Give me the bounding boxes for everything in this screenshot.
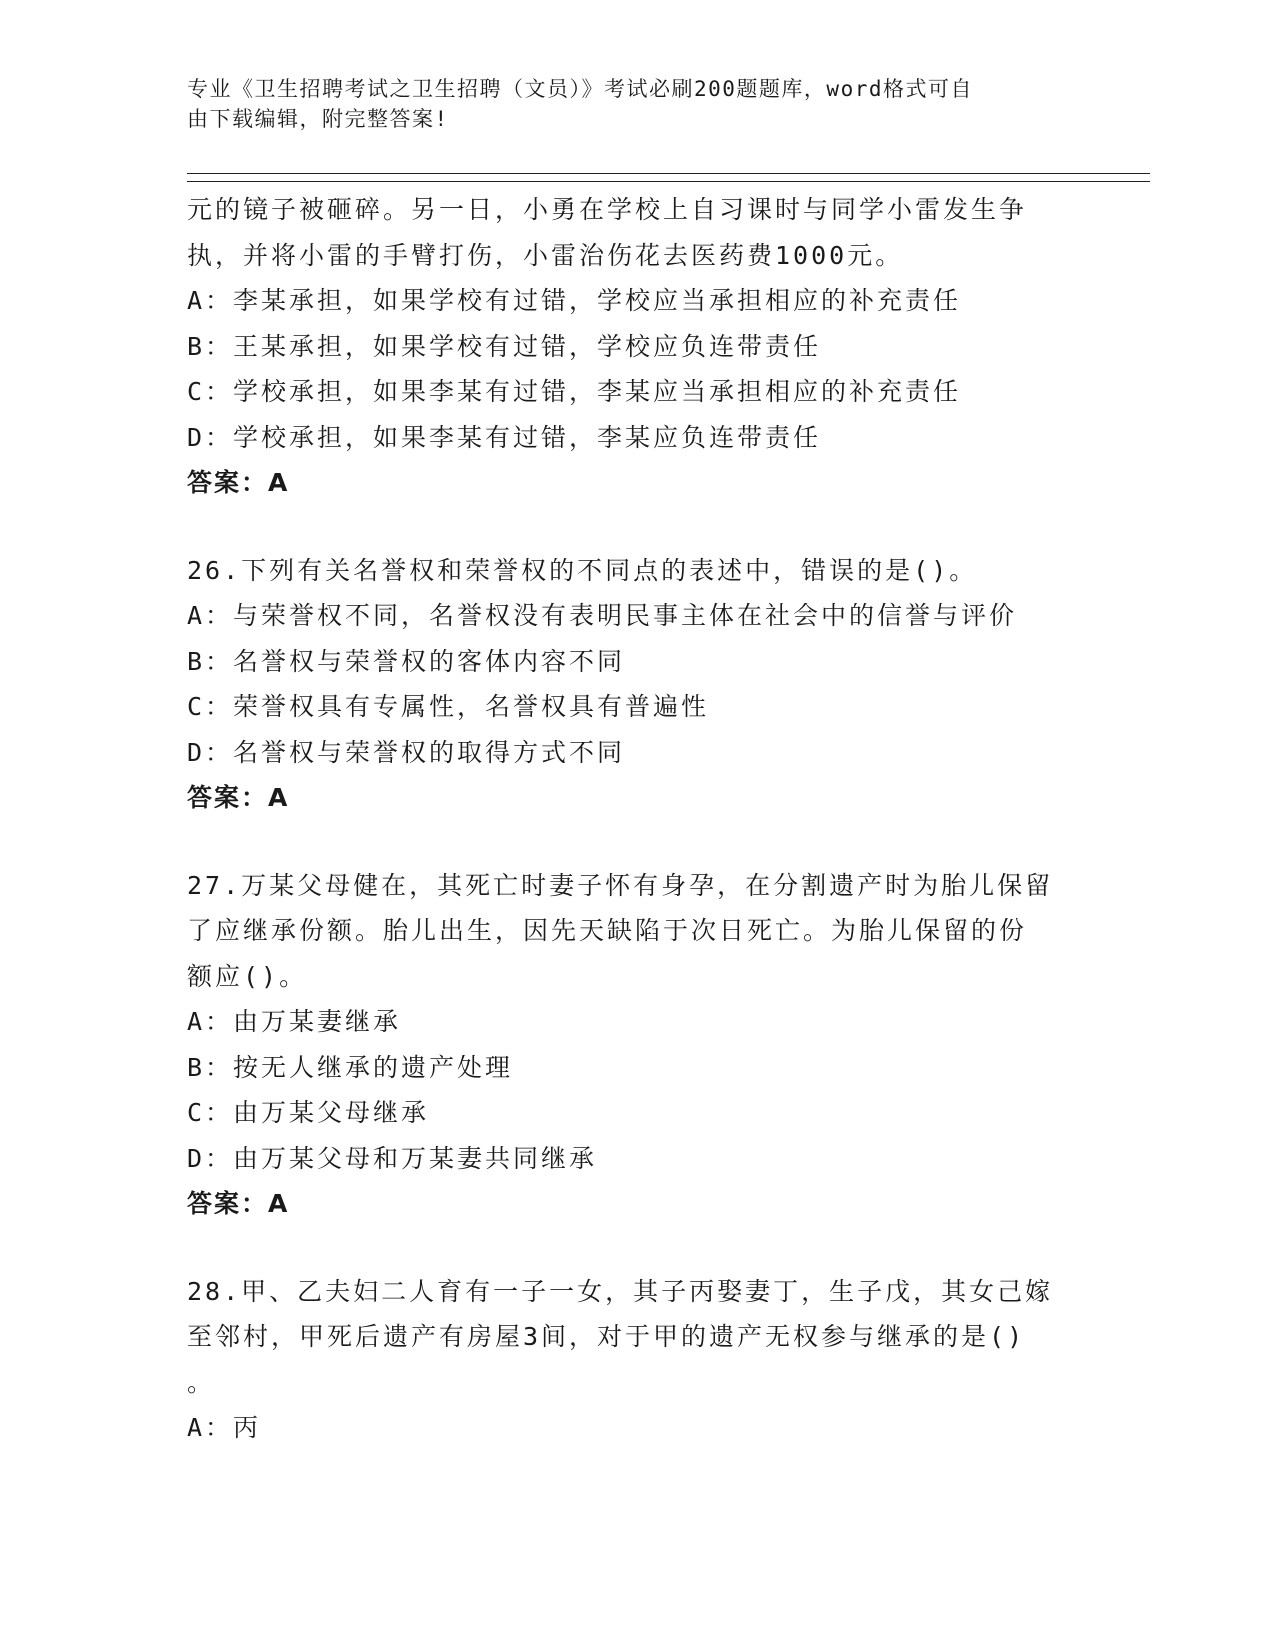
option-a: A：由万某妻继承 <box>187 1007 402 1036</box>
question-25 <box>187 187 1087 506</box>
header-rule-top <box>187 173 1150 174</box>
question-stem-line: 28.甲、乙夫妇二人育有一子一女，其子丙娶妻丁，生子戊，其女己嫁 <box>187 1276 1054 1306</box>
question-stem-line: 额应()。 <box>187 961 308 991</box>
question-spacer <box>187 821 1087 863</box>
option-a: A：李某承担，如果学校有过错，学校应当承担相应的补充责任 <box>187 286 962 315</box>
option-a: A：丙 <box>187 1413 262 1442</box>
question-stem-line: 至邻村，甲死后遗产有房屋3间，对于甲的遗产无权参与继承的是() <box>187 1322 1026 1351</box>
question-26 <box>187 548 1087 821</box>
header-line-2: 由下载编辑，附完整答案! <box>187 107 449 131</box>
question-stem-line: 。 <box>187 1367 216 1397</box>
question-stem-line: 执，并将小雷的手臂打伤，小雷治伤花去医药费1000元。 <box>187 240 904 270</box>
option-a: A：与荣誉权不同，名誉权没有表明民事主体在社会中的信誉与评价 <box>187 601 1018 630</box>
question-stem-line: 了应继承份额。胎儿出生，因先天缺陷于次日死亡。为胎儿保留的份 <box>187 916 1028 945</box>
option-d: D：由万某父母和万某妻共同继承 <box>187 1143 598 1173</box>
question-28 <box>187 1269 1087 1451</box>
question-content <box>187 187 1087 1451</box>
answer-label: 答案：A <box>187 1189 290 1218</box>
option-b: B：按无人继承的遗产处理 <box>187 1052 514 1082</box>
question-stem-line: 元的镜子被砸碎。另一日，小勇在学校上自习课时与同学小雷发生争 <box>187 195 1028 224</box>
question-spacer <box>187 506 1087 548</box>
question-stem-line: 26.下列有关名誉权和荣誉权的不同点的表述中，错误的是()。 <box>187 555 978 585</box>
option-b: B：名誉权与荣誉权的客体内容不同 <box>187 646 626 676</box>
option-c: C：荣誉权具有专属性，名誉权具有普遍性 <box>187 692 710 721</box>
question-27 <box>187 863 1087 1227</box>
option-d: D：名誉权与荣誉权的取得方式不同 <box>187 737 626 767</box>
document-header <box>187 74 1067 134</box>
question-stem-line: 27.万某父母健在，其死亡时妻子怀有身孕，在分割遗产时为胎儿保留 <box>187 870 1054 900</box>
answer-label: 答案：A <box>187 783 290 812</box>
option-c: C：由万某父母继承 <box>187 1098 430 1127</box>
header-rule-bottom <box>187 181 1150 182</box>
header-line-1: 专业《卫生招聘考试之卫生招聘（文员）》考试必刷200题题库，word格式可自 <box>187 77 973 101</box>
answer-label: 答案：A <box>187 468 290 497</box>
option-d: D：学校承担，如果李某有过错，李某应负连带责任 <box>187 422 822 452</box>
option-b: B：王某承担，如果学校有过错，学校应负连带责任 <box>187 331 822 361</box>
option-c: C：学校承担，如果李某有过错，李某应当承担相应的补充责任 <box>187 377 962 406</box>
question-spacer <box>187 1227 1087 1269</box>
